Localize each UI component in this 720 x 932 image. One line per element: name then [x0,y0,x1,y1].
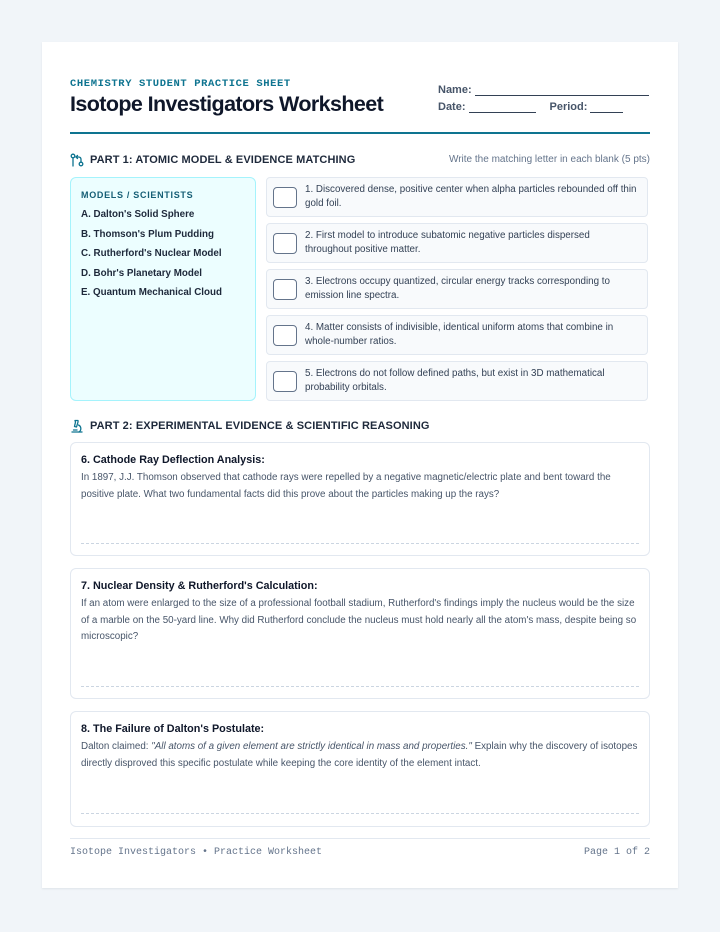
model-b: B. Thomson's Plum Pudding [81,228,214,240]
branch-icon [70,153,84,167]
answer-box-3[interactable] [273,279,297,300]
dalton-quote: "All atoms of a given element are strictly identical in mass and properties." [151,741,472,752]
question-6-title: 6. Cathode Ray Deflection Analysis: [81,454,265,466]
matching-item-text: 1. Discovered dense, positive center when alpha particles rebounded off thin gold foil. [305,183,637,209]
answer-box-2[interactable] [273,233,297,254]
answer-box-1[interactable] [273,187,297,208]
model-d: D. Bohr's Planetary Model [81,267,203,279]
question-card-7 [70,568,650,699]
date-field[interactable] [469,102,536,113]
matching-items [266,177,648,407]
answer-line-6[interactable] [81,543,639,544]
question-8-suffix: Explain why the discovery of isotopes directly disproved this specific postulate while keeping the core identity of the element intact. [81,741,638,769]
answer-box-4[interactable] [273,325,297,346]
page-title: Isotope Investigators Worksheet [70,92,384,116]
name-field[interactable] [475,85,649,96]
matching-section [70,177,650,407]
period-field[interactable] [590,102,623,113]
matching-item-5 [266,361,648,401]
page-number: Page 1 of 2 [583,847,650,858]
matching-item-text: 5. Electrons do not follow defined paths, but exist in 3D mathematical probability orbitals. [305,367,605,393]
part1-note: Write the matching letter in each blank (5 pts) [448,154,650,165]
question-card-8 [70,711,650,827]
matching-item-text: 2. First model to introduce subatomic negative particles dispersed throughout positive matter. [305,229,590,255]
student-info [438,79,650,113]
matching-item-2 [266,223,648,263]
eyebrow-label: CHEMISTRY STUDENT PRACTICE SHEET [70,78,291,90]
question-7-title: 7. Nuclear Density & Rutherford's Calculation: [81,580,318,592]
matching-item-text: 4. Matter consists of indivisible, identical uniform atoms that combine in whole-number ratios. [305,321,614,347]
date-label: Date: [438,101,466,113]
part2-title: PART 2: EXPERIMENTAL EVIDENCE & SCIENTIFIC REASONING [90,420,430,432]
matching-item-4 [266,315,648,355]
question-8-prefix: Dalton claimed: [81,741,152,752]
worksheet-page [42,42,678,888]
footer-title: Isotope Investigators • Practice Worksheet [70,847,323,858]
model-e: E. Quantum Mechanical Cloud [81,287,222,298]
microscope-icon [70,419,84,433]
question-card-6 [70,442,650,556]
part2-heading [70,415,650,437]
question-8-title: 8. The Failure of Dalton's Postulate: [81,723,265,735]
answer-box-5[interactable] [273,371,297,392]
date-period-row [438,96,650,113]
matching-item-3 [266,269,648,309]
answer-line-8[interactable] [81,813,639,814]
worksheet-header [70,42,650,134]
period-label: Period: [549,101,588,113]
part1-heading [70,149,650,171]
models-heading: MODELS / SCIENTISTS [81,190,194,200]
name-row [438,79,650,96]
question-7-body: If an atom were enlarged to the size of a professional football stadium, Rutherford's findings imply the nucleus would be the size of a marble on the 50-yard line. Why did Rutherford conclude the nucleus must hold nearly all the atom's mass, despite being so microscopic? [81,598,637,642]
models-panel [70,177,256,401]
page-footer [70,838,650,858]
model-c: C. Rutherford's Nuclear Model [81,248,222,259]
question-6-body: In 1897, J.J. Thomson observed that cathode rays were repelled by a negative magnetic/electric plate and bent toward the positive plate. What two fundamental facts did this prove about the particles making up the rays? [81,472,611,500]
question-8-body [81,739,639,772]
answer-line-7[interactable] [81,686,639,687]
model-a: A. Dalton's Solid Sphere [81,209,195,220]
matching-item-1 [266,177,648,217]
matching-item-text: 3. Electrons occupy quantized, circular energy tracks corresponding to emission line spectra. [305,275,610,301]
name-label: Name: [438,84,472,96]
part1-title: PART 1: ATOMIC MODEL & EVIDENCE MATCHING [90,154,356,166]
